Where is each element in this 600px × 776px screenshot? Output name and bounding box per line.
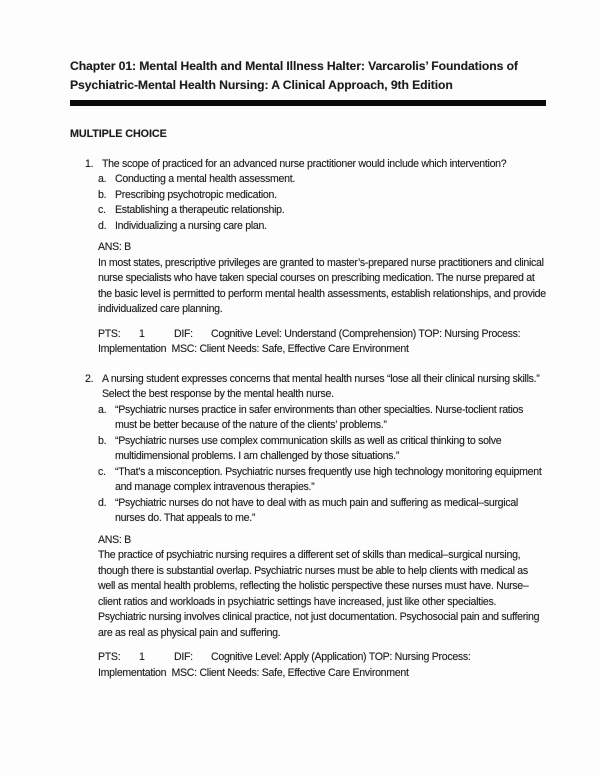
question-stem-row	[70, 372, 546, 403]
option-row-d	[70, 496, 546, 527]
rationale-text: The practice of psychiatric nursing requires a different set of skills than medical–surgical nursing, though there is substantial overlap. Psychiatric nurses must be able to help clients with medical as well as mental health problems, reflecting the holistic perspective these nurses must have. Nurse–client ratios and workloads in psychiatric settings have increased, just like other specialties. Psychiatric nursing involves clinical practice, not just documentation. Psychosocial pain and suffering are as real as physical pain and suffering.	[98, 549, 540, 639]
option-text: Prescribing psychotropic medication.	[115, 188, 277, 201]
pts-value: 1	[139, 651, 145, 663]
option-row-c	[70, 203, 546, 219]
option-letter: b.	[98, 188, 107, 201]
question-stem: The scope of practiced for an advanced nurse practitioner would include which intervention?	[102, 157, 507, 170]
metadata-line1	[98, 327, 546, 343]
chapter-title	[70, 57, 546, 95]
question-metadata	[98, 650, 546, 681]
chapter-title-line2: Psychiatric-Mental Health Nursing: A Clinical Approach, 9th Edition	[70, 78, 453, 92]
option-letter: c.	[98, 465, 106, 478]
question-1	[70, 157, 546, 358]
dif-text: Cognitive Level: Apply (Application) TOP: Nursing Process:	[211, 651, 471, 663]
option-row-b	[70, 434, 546, 465]
option-letter: a.	[98, 173, 107, 185]
option-row-c	[70, 465, 546, 496]
answer-label: ANS: B	[98, 241, 131, 253]
question-stem-row	[70, 157, 546, 173]
question-metadata	[98, 327, 546, 358]
option-text: “Psychiatric nurses do not have to deal with as much pain and suffering as medical–surgical nurses do. That appeals to me.”	[115, 496, 518, 524]
section-label: MULTIPLE CHOICE	[70, 128, 167, 140]
metadata-line2: Implementation MSC: Client Needs: Safe, Effective Care Environment	[98, 343, 409, 355]
option-text: “Psychiatric nurses practice in safer environments than other specialties. Nurse-toclient ratios must be better because of the nature of the clients’ problems.”	[115, 403, 524, 431]
option-text: “That’s a misconception. Psychiatric nurses frequently use high technology monitoring equipment and manage complex intravenous therapies.”	[115, 465, 542, 493]
option-letter: d.	[98, 496, 107, 509]
option-text: Establishing a therapeutic relationship.	[115, 204, 285, 216]
option-row-a	[70, 172, 546, 188]
option-letter: d.	[98, 219, 107, 232]
question-number: 2.	[85, 372, 94, 385]
option-text: “Psychiatric nurses use complex communication skills as well as critical thinking to solve multidimensional problems. I am challenged by those situations.”	[115, 434, 502, 462]
rationale-text: In most states, prescriptive privileges are granted to master’s-prepared nurse practitioners and clinical nurse specialists who have taken special courses on prescribing medication. The nurse prepared at the basic level is permitted to perform mental health assessments, establish relationships, and provide individualized care planning.	[98, 256, 546, 315]
option-text: Conducting a mental health assessment.	[115, 173, 295, 185]
option-letter: a.	[98, 403, 107, 416]
header-divider-rule	[70, 100, 546, 106]
answer-label: ANS: B	[98, 533, 131, 546]
metadata-line2: Implementation MSC: Client Needs: Safe, Effective Care Environment	[98, 666, 409, 679]
option-letter: c.	[98, 204, 106, 216]
option-row-a	[70, 403, 546, 434]
option-letter: b.	[98, 434, 107, 447]
option-row-b	[70, 188, 546, 204]
chapter-title-line1: Chapter 01: Mental Health and Mental Illness Halter: Varcarolis’ Foundations of	[70, 59, 518, 73]
question-2	[70, 372, 546, 682]
pts-value: 1	[139, 327, 145, 340]
question-number: 1.	[85, 157, 94, 170]
question-stem: A nursing student expresses concerns that mental health nurses “lose all their clinical nursing skills.” Select the best response by the mental health nurse.	[102, 372, 540, 400]
option-row-d	[70, 219, 546, 235]
dif-label: DIF:	[174, 327, 193, 340]
option-text: Individualizing a nursing care plan.	[115, 219, 267, 232]
pts-label: PTS:	[98, 651, 121, 663]
metadata-line1	[98, 650, 546, 666]
dif-label: DIF:	[174, 651, 193, 663]
dif-text: Cognitive Level: Understand (Comprehension) TOP: Nursing Process:	[211, 327, 521, 340]
pts-label: PTS:	[98, 327, 121, 340]
